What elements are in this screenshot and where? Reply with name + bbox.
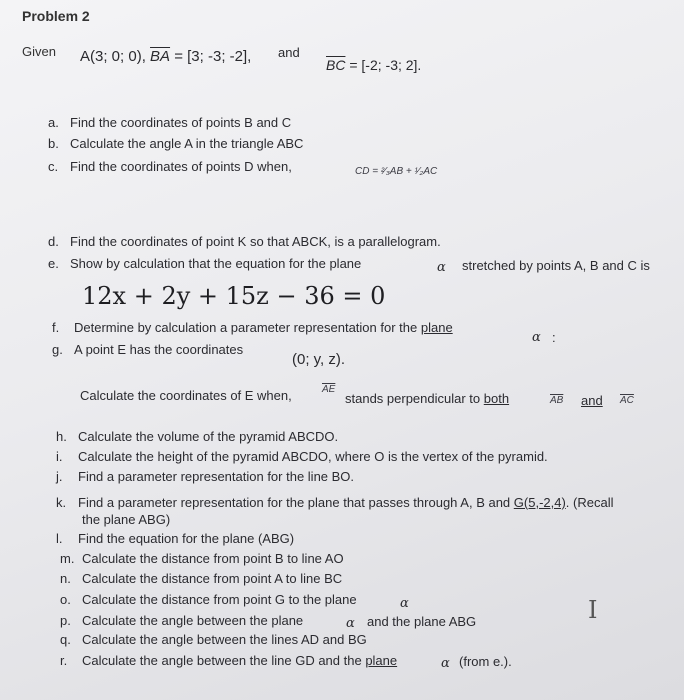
text-cursor-icon: I <box>588 596 598 624</box>
item-l: l. Find the equation for the plane (ABG) <box>56 531 295 546</box>
item-k: k. Find a parameter representation for the plane that passes through A, B and G(5,-2,4). (Recall <box>56 495 614 510</box>
item-n: n. Calculate the distance from point A to line BC <box>60 571 343 586</box>
vector-ba: $\overline{BA}$ <box>150 48 171 65</box>
item-q: q. Calculate the angle between the lines AD and BG <box>60 632 367 647</box>
vector-bc-value: = [-2; -3; 2]. <box>345 57 422 73</box>
point-a: A(3; 0; 0), <box>80 48 151 65</box>
item-f-tail: : <box>552 330 556 345</box>
formula-cd: CD = ²⁄₃AB + ¹⁄₂AC <box>355 166 438 177</box>
item-g2-mid: stands perpendicular to both <box>345 391 510 406</box>
item-e-tail: stretched by points A, B and C is <box>462 258 650 273</box>
item-p-tail: and the plane ABG <box>367 614 477 629</box>
problem-title: Problem 2 <box>22 8 90 24</box>
vector-ab: $\overline{AB}$ <box>550 395 564 406</box>
given-bc <box>326 57 421 73</box>
vector-ba-value: = [3; -3; -2], <box>170 48 252 65</box>
item-h: h. Calculate the volume of the pyramid ABCDO. <box>56 429 339 444</box>
item-j: j. Find a parameter representation for the line BO. <box>56 469 355 484</box>
item-d: d. Find the coordinates of point K so that ABCK, is a parallelogram. <box>48 234 441 249</box>
given-label: Given <box>22 44 56 59</box>
given-and: and <box>278 45 300 60</box>
vector-bc: $\overline{BC}$ <box>326 57 346 73</box>
item-a: a. Find the coordinates of points B and C <box>48 115 292 130</box>
vector-ac: $\overline{AC}$ <box>620 395 634 406</box>
item-m: m. Calculate the distance from point B to line AO <box>60 551 344 566</box>
item-f: f. Determine by calculation a parameter representation for the plane <box>52 320 453 335</box>
item-g2-and: and <box>581 393 603 408</box>
item-e: e. Show by calculation that the equation for the plane <box>48 256 362 271</box>
point-e-coords: (0; y, z). <box>292 351 346 368</box>
alpha-o: α <box>400 596 409 611</box>
item-c: c. Find the coordinates of points D when, <box>48 159 292 174</box>
item-r-tail: (from e.). <box>459 654 512 669</box>
item-g: g. A point E has the coordinates <box>52 342 244 357</box>
item-i: i. Calculate the height of the pyramid ABCDO, where O is the vertex of the pyramid. <box>56 449 548 464</box>
given-points <box>80 48 251 65</box>
item-p: p. Calculate the angle between the plane <box>60 613 304 628</box>
item-o: o. Calculate the distance from point G to the plane <box>60 592 357 607</box>
item-k-line2: the plane ABG) <box>82 512 171 527</box>
item-r: r. Calculate the angle between the line GD and the plane <box>60 653 398 668</box>
alpha-e: α <box>437 260 446 275</box>
alpha-r: α <box>441 656 450 671</box>
vector-ae: $\overline{AE}$ <box>322 384 336 395</box>
item-g2: Calculate the coordinates of E when, <box>80 388 292 403</box>
alpha-p: α <box>346 616 355 631</box>
alpha-f: α <box>532 330 541 345</box>
item-b: b. Calculate the angle A in the triangle ABC <box>48 136 304 151</box>
plane-equation: 12x + 2y + 15z − 36 = 0 <box>82 282 386 310</box>
